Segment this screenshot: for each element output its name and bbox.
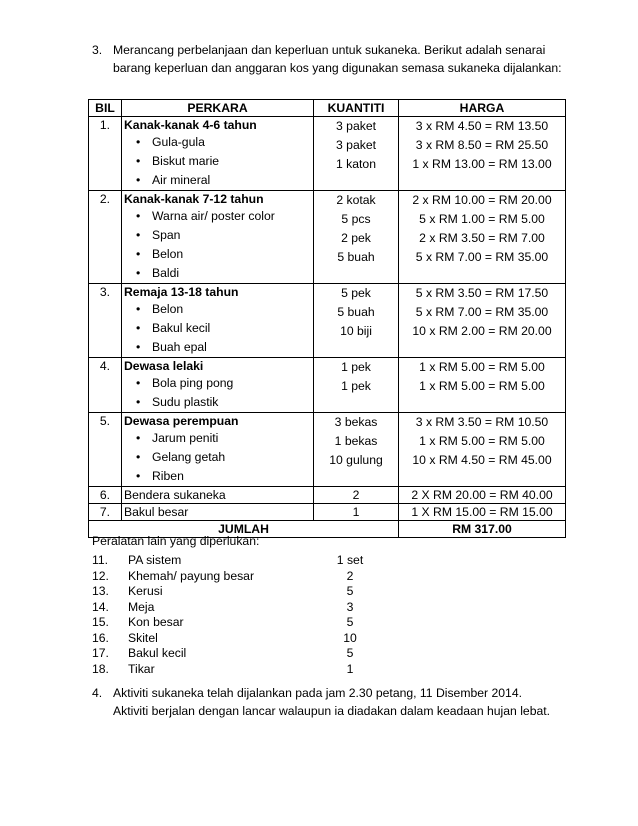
quantity-value: 1 katon: [336, 157, 376, 171]
group-title: Dewasa perempuan: [124, 414, 239, 428]
item-name: Bakul kecil: [152, 321, 211, 335]
header-bil: BIL: [89, 100, 122, 117]
row-perkara: [122, 413, 314, 487]
quantity-value: 1 pek: [341, 360, 371, 374]
row-harga: 2 X RM 20.00 = RM 40.00: [399, 487, 566, 504]
header-harga: HARGA: [399, 100, 566, 117]
list-item: [124, 467, 311, 486]
item-number: 16.: [92, 630, 109, 645]
row-bil: 5.: [89, 413, 122, 487]
row-kuantiti: [314, 191, 399, 284]
bullet-icon: •: [136, 395, 141, 409]
row-harga: 1 X RM 15.00 = RM 15.00: [399, 504, 566, 521]
price-value: 1 x RM 13.00 = RM 13.00: [412, 157, 552, 171]
bullet-icon: •: [136, 135, 141, 149]
quantity-value: 3 paket: [336, 138, 376, 152]
list-item: [124, 152, 311, 171]
intro-text: Merancang perbelanjaan dan keperluan untuk sukaneka. Berikut adalah senarai barang keperluan dan anggaran kos yang digunakan semasa sukaneka dijalankan:: [113, 43, 562, 75]
budget-table: [88, 99, 566, 538]
list-item: [124, 300, 311, 319]
para4-number: 4.: [92, 686, 103, 700]
quantity-value: 5 pek: [341, 286, 371, 300]
quantity-value: 5 pcs: [341, 212, 371, 226]
quantity-value: 1 bekas: [334, 434, 378, 448]
list-item: [124, 429, 311, 448]
item-name: Sudu plastik: [152, 395, 219, 409]
row-kuantiti: 2: [314, 487, 399, 504]
bullet-icon: •: [136, 469, 141, 483]
table-row: [89, 117, 566, 191]
row-kuantiti: 1: [314, 504, 399, 521]
bullet-icon: •: [136, 228, 141, 242]
group-title: Kanak-kanak 4-6 tahun: [124, 118, 257, 132]
price-value: 2 x RM 10.00 = RM 20.00: [412, 193, 552, 207]
list-item: [124, 264, 311, 283]
bullet-icon: •: [136, 247, 141, 261]
list-item: [92, 600, 380, 616]
item-quantity: 3: [346, 599, 354, 614]
row-perkara: [122, 117, 314, 191]
row-perkara: [122, 284, 314, 358]
bullet-icon: •: [136, 266, 141, 280]
price-value: 5 x RM 7.00 = RM 35.00: [415, 250, 549, 264]
item-name: Jarum peniti: [152, 431, 219, 445]
list-item: [124, 133, 311, 152]
list-item: [124, 448, 311, 467]
item-name: Gula-gula: [152, 135, 205, 149]
price-value: 1 x RM 5.00 = RM 5.00: [419, 434, 545, 448]
price-value: 10 x RM 4.50 = RM 45.00: [412, 453, 552, 467]
price-value: 1 x RM 5.00 = RM 5.00: [419, 360, 545, 374]
list-item: [124, 171, 311, 190]
item-name: Kerusi: [128, 584, 163, 598]
row-perkara: [122, 358, 314, 413]
price-value: 1 x RM 5.00 = RM 5.00: [419, 379, 545, 393]
item-number: 13.: [92, 584, 109, 598]
list-item: [124, 226, 311, 245]
bullet-icon: •: [136, 340, 141, 354]
row-kuantiti: [314, 413, 399, 487]
other-title: Peralatan lain yang diperlukan:: [92, 534, 260, 548]
total-label: JUMLAH: [89, 521, 399, 538]
intro-paragraph: [92, 41, 562, 77]
row-bil: 1.: [89, 117, 122, 191]
table-row: [89, 358, 566, 413]
item-number: 17.: [92, 646, 109, 660]
item-quantity: 5: [346, 615, 354, 629]
group-title: Remaja 13-18 tahun: [124, 285, 239, 299]
item-list: [124, 374, 311, 412]
price-value: 2 x RM 3.50 = RM 7.00: [419, 231, 545, 245]
price-value: 3 x RM 3.50 = RM 10.50: [415, 415, 549, 429]
list-item: [92, 553, 380, 569]
item-name: Bola ping pong: [152, 376, 234, 390]
para4-line2: Aktiviti berjalan dengan lancar walaupun ia diadakan dalam keadaan hujan lebat.: [113, 704, 551, 718]
quantity-value: 1 pek: [341, 379, 371, 393]
row-perkara: [122, 191, 314, 284]
group-title: Kanak-kanak 7-12 tahun: [124, 192, 264, 206]
item-name: Gelang getah: [152, 450, 226, 464]
quantity-value: 3 paket: [336, 119, 376, 133]
row-harga: [399, 284, 566, 358]
row-perkara: Bakul besar: [122, 504, 314, 521]
row-kuantiti: [314, 117, 399, 191]
bullet-icon: •: [136, 450, 141, 464]
quantity-value: 10 gulung: [329, 453, 383, 467]
item-quantity: 1 set: [336, 553, 364, 567]
item-name: Air mineral: [152, 173, 211, 187]
table-row: [89, 487, 566, 504]
item-name: Buah epal: [152, 340, 207, 354]
group-title: Dewasa lelaki: [124, 359, 204, 373]
item-list: [124, 429, 311, 486]
item-name: Tikar: [128, 661, 155, 676]
table-row: [89, 284, 566, 358]
table-header-row: [89, 100, 566, 117]
intro-number: 3.: [92, 43, 103, 57]
item-list: [124, 300, 311, 357]
bullet-icon: •: [136, 431, 141, 445]
list-item: [124, 374, 311, 393]
bullet-icon: •: [136, 376, 141, 390]
list-item: [124, 207, 311, 226]
row-harga: [399, 413, 566, 487]
para4-line1: Aktiviti sukaneka telah dijalankan pada jam 2.30 petang, 11 Disember 2014.: [113, 686, 522, 700]
item-quantity: 10: [343, 630, 357, 645]
item-number: 18.: [92, 661, 109, 676]
row-harga: [399, 358, 566, 413]
price-value: 5 x RM 1.00 = RM 5.00: [419, 212, 545, 226]
table-row: [89, 504, 566, 521]
price-value: 3 x RM 8.50 = RM 25.50: [415, 138, 549, 152]
quantity-value: 2 kotak: [336, 193, 376, 207]
row-bil: 7.: [89, 504, 122, 521]
item-list: [124, 207, 311, 283]
quantity-value: 5 buah: [337, 305, 375, 319]
list-item: [124, 393, 311, 412]
bullet-icon: •: [136, 173, 141, 187]
item-name: Riben: [152, 469, 184, 483]
price-value: 3 x RM 4.50 = RM 13.50: [415, 119, 549, 133]
other-equipment-list: [92, 553, 380, 677]
list-item: [92, 569, 380, 585]
row-bil: 4.: [89, 358, 122, 413]
row-perkara: Bendera sukaneka: [122, 487, 314, 504]
item-name: Warna air/ poster color: [152, 209, 275, 223]
price-value: 5 x RM 3.50 = RM 17.50: [415, 286, 549, 300]
item-name: Span: [152, 228, 181, 242]
item-name: Kon besar: [128, 615, 184, 629]
bullet-icon: •: [136, 321, 141, 335]
bullet-icon: •: [136, 154, 141, 168]
item-name: PA sistem: [128, 553, 182, 567]
row-bil: 3.: [89, 284, 122, 358]
item-number: 14.: [92, 599, 109, 614]
price-value: 10 x RM 2.00 = RM 20.00: [412, 324, 552, 338]
row-harga: [399, 117, 566, 191]
item-name: Bakul kecil: [128, 646, 187, 660]
table-row: [89, 191, 566, 284]
list-item: [124, 319, 311, 338]
item-name: Skitel: [128, 630, 158, 645]
item-quantity: 2: [346, 568, 354, 583]
list-item: [124, 338, 311, 357]
item-quantity: 5: [346, 584, 354, 598]
row-bil: 2.: [89, 191, 122, 284]
item-number: 12.: [92, 568, 109, 583]
list-item: [92, 584, 380, 600]
item-quantity: 1: [346, 661, 354, 676]
item-name: Belon: [152, 302, 184, 316]
item-quantity: 5: [346, 646, 354, 660]
quantity-value: 3 bekas: [334, 415, 378, 429]
bullet-icon: •: [136, 302, 141, 316]
header-kuantiti: KUANTITI: [314, 100, 399, 117]
quantity-value: 5 buah: [337, 250, 375, 264]
paragraph-4: [92, 684, 572, 720]
row-kuantiti: [314, 358, 399, 413]
item-name: Biskut marie: [152, 154, 220, 168]
list-item: [92, 662, 380, 678]
price-value: 5 x RM 7.00 = RM 35.00: [415, 305, 549, 319]
quantity-value: 2 pek: [341, 231, 371, 245]
item-number: 11.: [92, 553, 109, 567]
table-row: [89, 413, 566, 487]
row-bil: 6.: [89, 487, 122, 504]
item-name: Meja: [128, 599, 155, 614]
item-name: Baldi: [152, 266, 180, 280]
header-perkara: PERKARA: [122, 100, 314, 117]
bullet-icon: •: [136, 209, 141, 223]
item-number: 15.: [92, 615, 109, 629]
list-item: [92, 615, 380, 631]
total-value: RM 317.00: [399, 521, 566, 538]
row-harga: [399, 191, 566, 284]
quantity-value: 10 biji: [340, 324, 372, 338]
item-name: Belon: [152, 247, 184, 261]
list-item: [92, 646, 380, 662]
list-item: [124, 245, 311, 264]
row-kuantiti: [314, 284, 399, 358]
list-item: [92, 631, 380, 647]
item-list: [124, 133, 311, 190]
item-name: Khemah/ payung besar: [128, 568, 255, 583]
